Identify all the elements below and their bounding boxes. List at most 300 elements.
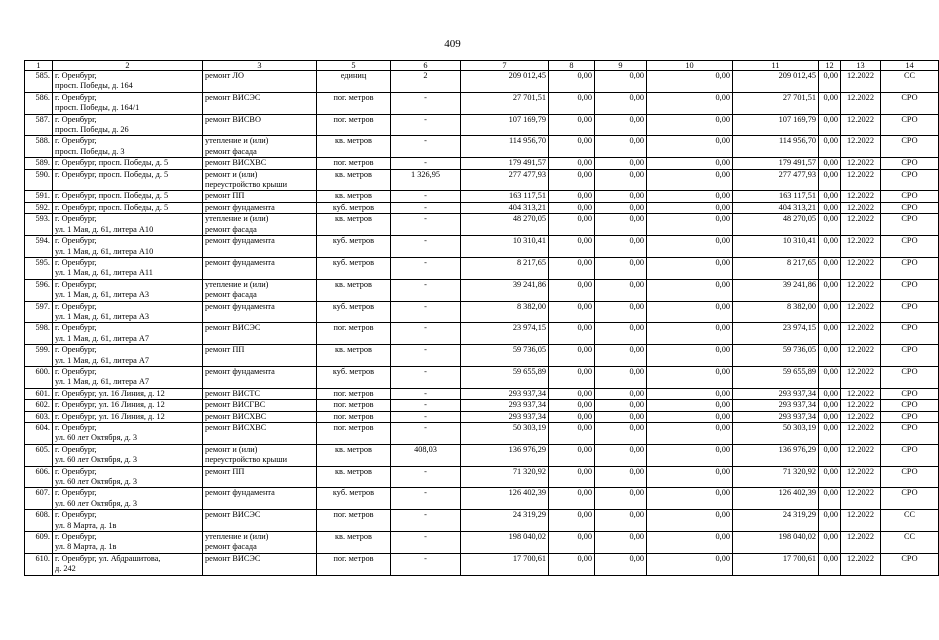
- cell-amount-c12: 0,00: [819, 366, 841, 388]
- cell-amount-c10: 0,00: [647, 191, 733, 202]
- cell-amount-c9: 0,00: [595, 236, 647, 258]
- cell-amount-c8: 0,00: [549, 92, 595, 114]
- cell-line: г. Оренбург, ул. 16 Линия, д. 12: [55, 400, 165, 410]
- cell-method: СРО: [881, 169, 939, 191]
- cell-unit: кв. метров: [317, 345, 391, 367]
- cell-amount-c12: 0,00: [819, 191, 841, 202]
- cell-unit: куб. метров: [317, 236, 391, 258]
- cell-amount-c12: 0,00: [819, 114, 841, 136]
- cell-deadline: 12.2022: [841, 411, 881, 422]
- table-row: [25, 71, 939, 93]
- cell-row-number: 590.: [25, 169, 53, 191]
- cell-volume: 408,03: [391, 444, 461, 466]
- cell-line: г. Оренбург,: [55, 532, 97, 542]
- table-row: [25, 202, 939, 213]
- cell-volume: -: [391, 92, 461, 114]
- cell-volume: -: [391, 202, 461, 213]
- cell-method: СРО: [881, 400, 939, 411]
- column-header-1: 1: [25, 61, 53, 71]
- cell-line: г. Оренбург, просп. Победы, д. 5: [55, 158, 169, 168]
- cell-amount-c11: 114 956,70: [733, 136, 819, 158]
- cell-volume: -: [391, 423, 461, 445]
- cell-amount-c11: 71 320,92: [733, 466, 819, 488]
- cell-method: СРО: [881, 444, 939, 466]
- cell-deadline: 12.2022: [841, 444, 881, 466]
- cell-line: ул. 1 Мая, д. 61, литера А10: [55, 246, 154, 256]
- cell-amount-c11: 179 491,57: [733, 158, 819, 169]
- cell-amount-c9: 0,00: [595, 114, 647, 136]
- cell-line: г. Оренбург, просп. Победы, д. 5: [55, 169, 169, 179]
- cell-method: СРО: [881, 136, 939, 158]
- cell-line: утепление и (или): [205, 532, 269, 542]
- cell-amount-c11: 126 402,39: [733, 488, 819, 510]
- cell-row-number: 609.: [25, 532, 53, 554]
- cell-amount-c10: 0,00: [647, 158, 733, 169]
- cell-amount-c11: 24 319,29: [733, 510, 819, 532]
- column-header-5: 5: [317, 61, 391, 71]
- cell-amount-c7: 209 012,45: [461, 71, 549, 93]
- table-row: [25, 279, 939, 301]
- cell-work-type: [203, 366, 317, 388]
- cell-amount-c10: 0,00: [647, 466, 733, 488]
- cell-amount-c10: 0,00: [647, 345, 733, 367]
- column-header-3: 3: [203, 61, 317, 71]
- cell-amount-c12: 0,00: [819, 532, 841, 554]
- cell-amount-c8: 0,00: [549, 114, 595, 136]
- cell-amount-c7: 8 217,65: [461, 257, 549, 279]
- cell-amount-c9: 0,00: [595, 400, 647, 411]
- cell-amount-c8: 0,00: [549, 553, 595, 575]
- cell-volume: -: [391, 114, 461, 136]
- cell-line: г. Оренбург,: [55, 114, 97, 124]
- cell-amount-c12: 0,00: [819, 466, 841, 488]
- cell-unit: кв. метров: [317, 444, 391, 466]
- cell-work-type: [203, 158, 317, 169]
- cell-line: ул. 8 Марта, д. 1в: [55, 520, 117, 530]
- cell-amount-c9: 0,00: [595, 92, 647, 114]
- cell-amount-c8: 0,00: [549, 169, 595, 191]
- cell-amount-c7: 71 320,92: [461, 466, 549, 488]
- cell-amount-c9: 0,00: [595, 411, 647, 422]
- cell-amount-c10: 0,00: [647, 423, 733, 445]
- cell-amount-c11: 209 012,45: [733, 71, 819, 93]
- cell-address: [53, 345, 203, 367]
- cell-volume: -: [391, 532, 461, 554]
- table-row: [25, 323, 939, 345]
- cell-address: [53, 488, 203, 510]
- cell-amount-c12: 0,00: [819, 323, 841, 345]
- cell-deadline: 12.2022: [841, 510, 881, 532]
- cell-method: СС: [881, 71, 939, 93]
- cell-line: г. Оренбург,: [55, 301, 97, 311]
- cell-line: г. Оренбург, ул. Абдрашитова,: [55, 553, 161, 563]
- cell-unit: кв. метров: [317, 466, 391, 488]
- cell-amount-c7: 8 382,00: [461, 301, 549, 323]
- cell-amount-c9: 0,00: [595, 136, 647, 158]
- cell-line: г. Оренбург,: [55, 257, 97, 267]
- cell-unit: куб. метров: [317, 202, 391, 213]
- cell-amount-c11: 404 313,21: [733, 202, 819, 213]
- table-row: [25, 444, 939, 466]
- cell-amount-c8: 0,00: [549, 323, 595, 345]
- cell-amount-c10: 0,00: [647, 257, 733, 279]
- table-row: [25, 532, 939, 554]
- cell-amount-c7: 24 319,29: [461, 510, 549, 532]
- cell-amount-c9: 0,00: [595, 423, 647, 445]
- cell-deadline: 12.2022: [841, 214, 881, 236]
- cell-amount-c7: 136 976,29: [461, 444, 549, 466]
- cell-line: г. Оренбург,: [55, 279, 97, 289]
- cell-unit: куб. метров: [317, 488, 391, 510]
- cell-line: г. Оренбург, ул. 16 Линия, д. 12: [55, 411, 165, 421]
- cell-amount-c9: 0,00: [595, 366, 647, 388]
- cell-work-type: [203, 466, 317, 488]
- cell-amount-c8: 0,00: [549, 366, 595, 388]
- cell-amount-c12: 0,00: [819, 388, 841, 399]
- cell-volume: -: [391, 257, 461, 279]
- cell-line: ремонт ВИСЭС: [205, 323, 261, 333]
- cell-method: СРО: [881, 191, 939, 202]
- cell-row-number: 588.: [25, 136, 53, 158]
- column-header-7: 7: [461, 61, 549, 71]
- cell-method: СРО: [881, 202, 939, 213]
- cell-work-type: [203, 257, 317, 279]
- cell-line: г. Оренбург,: [55, 323, 97, 333]
- cell-amount-c7: 198 040,02: [461, 532, 549, 554]
- cell-amount-c10: 0,00: [647, 92, 733, 114]
- cell-deadline: 12.2022: [841, 279, 881, 301]
- cell-address: [53, 191, 203, 202]
- cell-amount-c9: 0,00: [595, 279, 647, 301]
- table-row: [25, 345, 939, 367]
- cell-deadline: 12.2022: [841, 169, 881, 191]
- cell-deadline: 12.2022: [841, 301, 881, 323]
- cell-amount-c9: 0,00: [595, 257, 647, 279]
- cell-volume: -: [391, 236, 461, 258]
- cell-line: ул. 1 Мая, д. 61, литера А3: [55, 290, 150, 300]
- cell-row-number: 604.: [25, 423, 53, 445]
- cell-line: ремонт фундамента: [205, 236, 275, 246]
- table-row: [25, 400, 939, 411]
- cell-amount-c11: 59 655,89: [733, 366, 819, 388]
- cell-line: ремонт ВИСТС: [205, 388, 261, 398]
- cell-deadline: 12.2022: [841, 92, 881, 114]
- cell-amount-c10: 0,00: [647, 323, 733, 345]
- cell-line: г. Оренбург,: [55, 214, 97, 224]
- table-row: [25, 114, 939, 136]
- cell-volume: -: [391, 400, 461, 411]
- cell-amount-c8: 0,00: [549, 136, 595, 158]
- cell-row-number: 598.: [25, 323, 53, 345]
- cell-method: СРО: [881, 301, 939, 323]
- cell-amount-c7: 39 241,86: [461, 279, 549, 301]
- cell-address: [53, 202, 203, 213]
- cell-amount-c7: 50 303,19: [461, 423, 549, 445]
- cell-amount-c11: 107 169,79: [733, 114, 819, 136]
- cell-line: г. Оренбург,: [55, 236, 97, 246]
- cell-row-number: 601.: [25, 388, 53, 399]
- cell-work-type: [203, 510, 317, 532]
- table-row: [25, 553, 939, 575]
- table-body: [25, 71, 939, 576]
- cell-amount-c11: 293 937,34: [733, 388, 819, 399]
- table-row: [25, 388, 939, 399]
- cell-method: СРО: [881, 553, 939, 575]
- table-row: [25, 92, 939, 114]
- cell-amount-c10: 0,00: [647, 136, 733, 158]
- cell-line: ул. 60 лет Октября, д. 3: [55, 498, 138, 508]
- cell-deadline: 12.2022: [841, 323, 881, 345]
- cell-volume: -: [391, 366, 461, 388]
- cell-line: ул. 60 лет Октября, д. 3: [55, 477, 138, 487]
- cell-unit: куб. метров: [317, 301, 391, 323]
- cell-amount-c9: 0,00: [595, 488, 647, 510]
- cell-work-type: [203, 532, 317, 554]
- cell-method: СРО: [881, 323, 939, 345]
- cell-address: [53, 423, 203, 445]
- cell-amount-c12: 0,00: [819, 136, 841, 158]
- cell-volume: -: [391, 388, 461, 399]
- cell-amount-c7: 27 701,51: [461, 92, 549, 114]
- cell-work-type: [203, 202, 317, 213]
- cell-amount-c8: 0,00: [549, 532, 595, 554]
- cell-amount-c9: 0,00: [595, 169, 647, 191]
- column-header-2: 2: [53, 61, 203, 71]
- cell-row-number: 600.: [25, 366, 53, 388]
- cell-amount-c10: 0,00: [647, 202, 733, 213]
- cell-line: утепление и (или): [205, 136, 269, 146]
- cell-amount-c12: 0,00: [819, 158, 841, 169]
- cell-amount-c8: 0,00: [549, 301, 595, 323]
- cell-work-type: [203, 553, 317, 575]
- cell-volume: -: [391, 301, 461, 323]
- cell-amount-c12: 0,00: [819, 345, 841, 367]
- cell-amount-c9: 0,00: [595, 202, 647, 213]
- cell-method: СРО: [881, 411, 939, 422]
- cell-amount-c7: 59 655,89: [461, 366, 549, 388]
- cell-amount-c12: 0,00: [819, 301, 841, 323]
- cell-unit: пог. метров: [317, 388, 391, 399]
- cell-address: [53, 114, 203, 136]
- cell-deadline: 12.2022: [841, 488, 881, 510]
- cell-line: ремонт ВИСВО: [205, 114, 261, 124]
- cell-method: СРО: [881, 257, 939, 279]
- cell-amount-c10: 0,00: [647, 411, 733, 422]
- cell-row-number: 599.: [25, 345, 53, 367]
- table-row: [25, 191, 939, 202]
- cell-amount-c8: 0,00: [549, 214, 595, 236]
- cell-amount-c8: 0,00: [549, 202, 595, 213]
- cell-line: ремонт фундамента: [205, 202, 275, 212]
- cell-method: СРО: [881, 114, 939, 136]
- cell-volume: -: [391, 466, 461, 488]
- cell-unit: кв. метров: [317, 169, 391, 191]
- cell-line: ремонт ВИСЭС: [205, 510, 261, 520]
- cell-method: СРО: [881, 92, 939, 114]
- cell-row-number: 586.: [25, 92, 53, 114]
- cell-line: г. Оренбург, просп. Победы, д. 5: [55, 191, 169, 201]
- cell-amount-c8: 0,00: [549, 191, 595, 202]
- cell-work-type: [203, 388, 317, 399]
- cell-row-number: 597.: [25, 301, 53, 323]
- cell-amount-c10: 0,00: [647, 279, 733, 301]
- cell-line: ремонт и (или): [205, 169, 258, 179]
- cell-row-number: 608.: [25, 510, 53, 532]
- cell-work-type: [203, 191, 317, 202]
- cell-volume: -: [391, 553, 461, 575]
- cell-unit: пог. метров: [317, 510, 391, 532]
- cell-amount-c8: 0,00: [549, 345, 595, 367]
- cell-amount-c8: 0,00: [549, 257, 595, 279]
- cell-amount-c11: 8 382,00: [733, 301, 819, 323]
- cell-amount-c10: 0,00: [647, 114, 733, 136]
- cell-line: ул. 1 Мая, д. 61, литера А7: [55, 377, 150, 387]
- cell-line: ремонт ПП: [205, 466, 245, 476]
- cell-amount-c9: 0,00: [595, 71, 647, 93]
- cell-address: [53, 279, 203, 301]
- cell-line: ул. 1 Мая, д. 61, литера А3: [55, 311, 150, 321]
- cell-unit: пог. метров: [317, 158, 391, 169]
- cell-line: ремонт фундамента: [205, 257, 275, 267]
- cell-amount-c11: 293 937,34: [733, 400, 819, 411]
- cell-row-number: 605.: [25, 444, 53, 466]
- cell-method: СРО: [881, 466, 939, 488]
- cell-address: [53, 257, 203, 279]
- cell-method: СРО: [881, 366, 939, 388]
- cell-line: ремонт ВИСЭС: [205, 553, 261, 563]
- cell-line: просп. Победы, д. 164: [55, 81, 133, 91]
- cell-amount-c12: 0,00: [819, 257, 841, 279]
- cell-deadline: 12.2022: [841, 202, 881, 213]
- cell-amount-c11: 163 117,51: [733, 191, 819, 202]
- cell-amount-c7: 293 937,34: [461, 411, 549, 422]
- page-number: 409: [444, 38, 461, 50]
- cell-line: г. Оренбург, ул. 16 Линия, д. 12: [55, 388, 165, 398]
- cell-volume: 1 326,95: [391, 169, 461, 191]
- cell-amount-c12: 0,00: [819, 553, 841, 575]
- cell-row-number: 594.: [25, 236, 53, 258]
- cell-amount-c11: 27 701,51: [733, 92, 819, 114]
- cell-address: [53, 366, 203, 388]
- cell-amount-c10: 0,00: [647, 169, 733, 191]
- table-row: [25, 301, 939, 323]
- table-row: [25, 214, 939, 236]
- cell-work-type: [203, 345, 317, 367]
- cell-amount-c11: 293 937,34: [733, 411, 819, 422]
- cell-amount-c9: 0,00: [595, 345, 647, 367]
- table-row: [25, 236, 939, 258]
- cell-deadline: 12.2022: [841, 158, 881, 169]
- cell-line: г. Оренбург,: [55, 71, 97, 80]
- cell-line: г. Оренбург,: [55, 345, 97, 355]
- cell-deadline: 12.2022: [841, 553, 881, 575]
- cell-unit: единиц: [317, 71, 391, 93]
- cell-deadline: 12.2022: [841, 388, 881, 399]
- cell-address: [53, 136, 203, 158]
- column-header-11: 11: [733, 61, 819, 71]
- cell-work-type: [203, 400, 317, 411]
- cell-work-type: [203, 136, 317, 158]
- cell-unit: куб. метров: [317, 257, 391, 279]
- cell-work-type: [203, 71, 317, 93]
- cell-line: ул. 1 Мая, д. 61, литера А10: [55, 224, 154, 234]
- cell-method: СРО: [881, 423, 939, 445]
- cell-amount-c12: 0,00: [819, 92, 841, 114]
- cell-line: просп. Победы, д. 26: [55, 125, 129, 135]
- cell-method: СС: [881, 510, 939, 532]
- cell-amount-c12: 0,00: [819, 488, 841, 510]
- works-register-table: [24, 60, 939, 576]
- cell-unit: пог. метров: [317, 114, 391, 136]
- cell-amount-c10: 0,00: [647, 71, 733, 93]
- cell-unit: кв. метров: [317, 191, 391, 202]
- cell-amount-c11: 39 241,86: [733, 279, 819, 301]
- table-row: [25, 257, 939, 279]
- column-header-10: 10: [647, 61, 733, 71]
- cell-amount-c10: 0,00: [647, 388, 733, 399]
- cell-method: СРО: [881, 214, 939, 236]
- cell-amount-c8: 0,00: [549, 510, 595, 532]
- cell-amount-c7: 404 313,21: [461, 202, 549, 213]
- cell-address: [53, 158, 203, 169]
- cell-address: [53, 532, 203, 554]
- cell-address: [53, 444, 203, 466]
- cell-work-type: [203, 423, 317, 445]
- cell-unit: пог. метров: [317, 400, 391, 411]
- cell-amount-c11: 136 976,29: [733, 444, 819, 466]
- column-header-14: 14: [881, 61, 939, 71]
- cell-line: г. Оренбург,: [55, 423, 97, 432]
- cell-deadline: 12.2022: [841, 71, 881, 93]
- cell-amount-c8: 0,00: [549, 488, 595, 510]
- cell-line: просп. Победы, д. 3: [55, 146, 125, 156]
- cell-amount-c11: 198 040,02: [733, 532, 819, 554]
- cell-amount-c11: 10 310,41: [733, 236, 819, 258]
- cell-amount-c8: 0,00: [549, 71, 595, 93]
- cell-method: СРО: [881, 158, 939, 169]
- cell-amount-c12: 0,00: [819, 169, 841, 191]
- cell-line: ул. 1 Мая, д. 61, литера А11: [55, 268, 153, 278]
- cell-unit: кв. метров: [317, 279, 391, 301]
- cell-work-type: [203, 279, 317, 301]
- column-header-8: 8: [549, 61, 595, 71]
- cell-line: г. Оренбург,: [55, 92, 97, 102]
- cell-volume: -: [391, 488, 461, 510]
- cell-amount-c7: 23 974,15: [461, 323, 549, 345]
- cell-deadline: 12.2022: [841, 136, 881, 158]
- cell-unit: кв. метров: [317, 214, 391, 236]
- cell-method: СС: [881, 532, 939, 554]
- cell-amount-c8: 0,00: [549, 466, 595, 488]
- table-row: [25, 366, 939, 388]
- cell-amount-c10: 0,00: [647, 488, 733, 510]
- cell-address: [53, 169, 203, 191]
- cell-amount-c7: 17 700,61: [461, 553, 549, 575]
- cell-line: ремонт ВИСГВС: [205, 400, 266, 410]
- cell-amount-c10: 0,00: [647, 301, 733, 323]
- cell-amount-c7: 48 270,05: [461, 214, 549, 236]
- cell-volume: 2: [391, 71, 461, 93]
- table-row: [25, 169, 939, 191]
- cell-amount-c12: 0,00: [819, 444, 841, 466]
- cell-line: г. Оренбург,: [55, 488, 97, 498]
- cell-address: [53, 214, 203, 236]
- cell-amount-c10: 0,00: [647, 236, 733, 258]
- cell-amount-c11: 23 974,15: [733, 323, 819, 345]
- cell-address: [53, 92, 203, 114]
- cell-address: [53, 553, 203, 575]
- cell-work-type: [203, 301, 317, 323]
